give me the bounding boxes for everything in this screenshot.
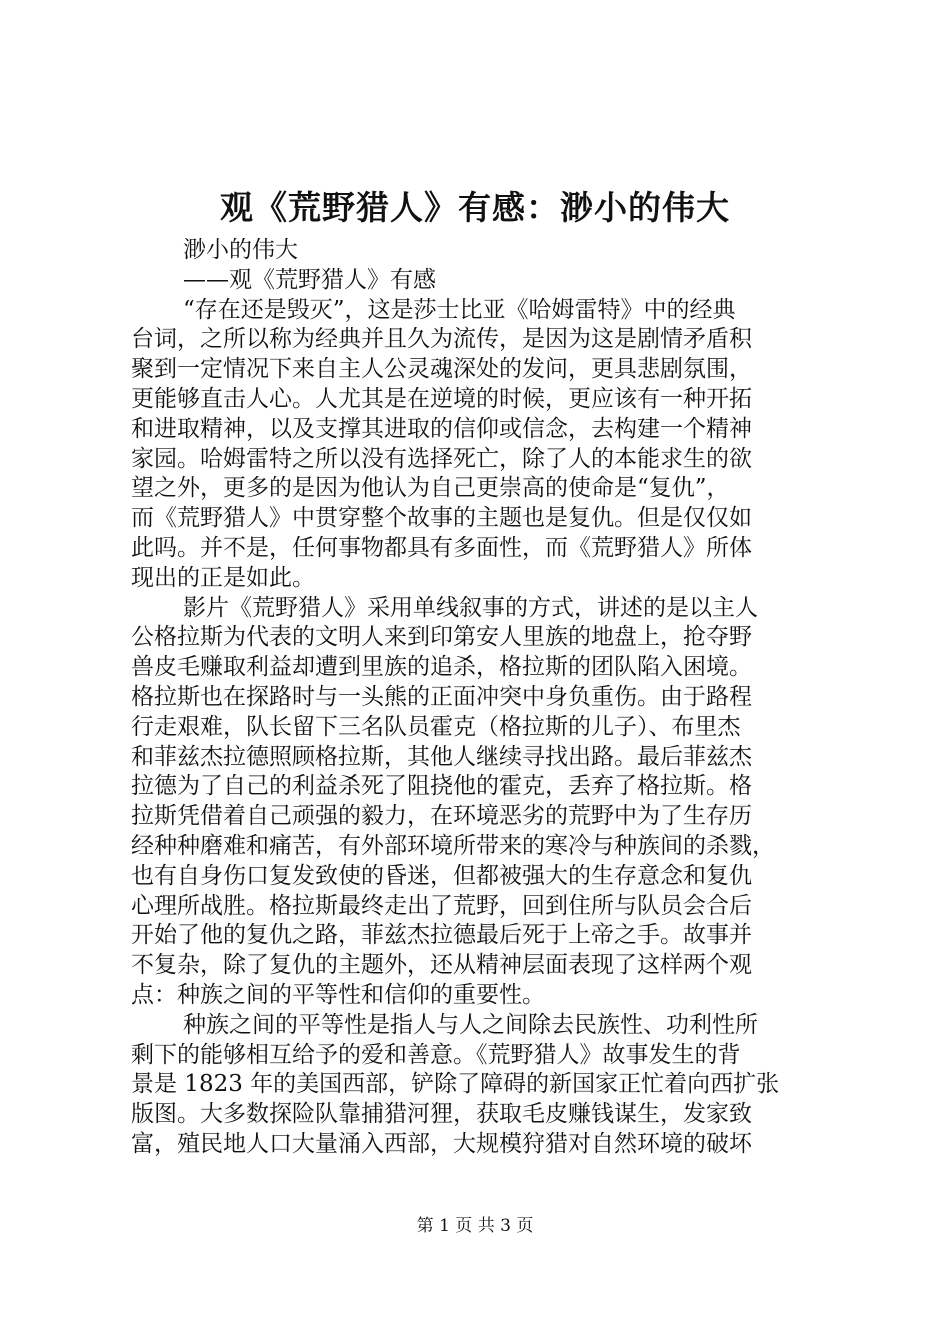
text-line: 聚到一定情况下来自主人公灵魂深处的发问，更具悲剧氛围，: [131, 356, 752, 383]
text-line: 此吗。并不是，任何事物都具有多面性，而《荒野猎人》所体: [131, 534, 752, 561]
page-footer: 第 1 页 共 3 页: [416, 1216, 534, 1236]
text-line: 和进取精神，以及支撑其进取的信仰或信念，去构建一个精神: [131, 415, 752, 442]
document-body: [131, 236, 831, 1160]
text-line: 行走艰难，队长留下三名队员霍克（格拉斯的儿子）、布里杰: [131, 713, 741, 740]
text-line: 剩下的能够相互给予的爱和善意。《荒野猎人》故事发生的背: [131, 1041, 741, 1068]
text-line: “存在还是毁灭”，这是莎士比亚《哈姆雷特》中的经典: [183, 296, 736, 323]
text-line: 而《荒野猎人》中贯穿整个故事的主题也是复仇。但是仅仅如: [131, 505, 752, 532]
text-line: 望之外，更多的是因为他认为自己更崇高的使命是“复仇”，: [131, 475, 730, 502]
text-line: 富，殖民地人口大量涌入西部，大规模狩猎对自然环境的破坏: [131, 1130, 752, 1157]
text-line: ——观《荒野猎人》有感: [183, 266, 436, 293]
text-line: 家园。哈姆雷特之所以没有选择死亡，除了人的本能求生的欲: [131, 445, 752, 472]
document-title: 观《荒野猎人》有感：渺小的伟大: [220, 188, 730, 227]
text-line: 点：种族之间的平等性和信仰的重要性。: [131, 981, 545, 1008]
text-line: 经种种磨难和痛苦，有外部环境所带来的寒冷与种族间的杀戮，: [131, 832, 775, 859]
text-line: 和菲兹杰拉德照顾格拉斯，其他人继续寻找出路。最后菲兹杰: [131, 743, 752, 770]
text-line: 影片《荒野猎人》采用单线叙事的方式，讲述的是以主人: [183, 594, 758, 621]
text-line: 种族之间的平等性是指人与人之间除去民族性、功利性所: [183, 1011, 758, 1038]
text-line: 兽皮毛赚取利益却遭到里族的追杀，格拉斯的团队陷入困境。: [131, 654, 752, 681]
text-line: 景是 1823 年的美国西部，铲除了障碍的新国家正忙着向西扩张: [131, 1071, 780, 1098]
text-line: 心理所战胜。格拉斯最终走出了荒野，回到住所与队员会合后: [131, 892, 752, 919]
text-line: 现出的正是如此。: [131, 564, 315, 591]
text-line: 开始了他的复仇之路，菲兹杰拉德最后死于上帝之手。故事并: [131, 922, 752, 949]
text-line: 台词，之所以称为经典并且久为流传，是因为这是剧情矛盾积: [131, 326, 752, 353]
text-line: 不复杂，除了复仇的主题外，还从精神层面表现了这样两个观: [131, 952, 752, 979]
text-line: 拉德为了自己的利益杀死了阻挠他的霍克，丢弃了格拉斯。格: [131, 773, 752, 800]
text-line: 格拉斯也在探路时与一头熊的正面冲突中身负重伤。由于路程: [131, 683, 752, 710]
text-line: 拉斯凭借着自己顽强的毅力，在环境恶劣的荒野中为了生存历: [131, 803, 752, 830]
text-line: 公格拉斯为代表的文明人来到印第安人里族的地盘上，抢夺野: [131, 624, 752, 651]
text-line: 版图。大多数探险队靠捕猎河狸，获取毛皮赚钱谋生，发家致: [131, 1101, 752, 1128]
text-line: 也有自身伤口复发致使的昏迷，但都被强大的生存意念和复仇: [131, 862, 752, 889]
text-line: 更能够直击人心。人尤其是在逆境的时候，更应该有一种开拓: [131, 385, 752, 412]
text-line: 渺小的伟大: [183, 237, 298, 263]
